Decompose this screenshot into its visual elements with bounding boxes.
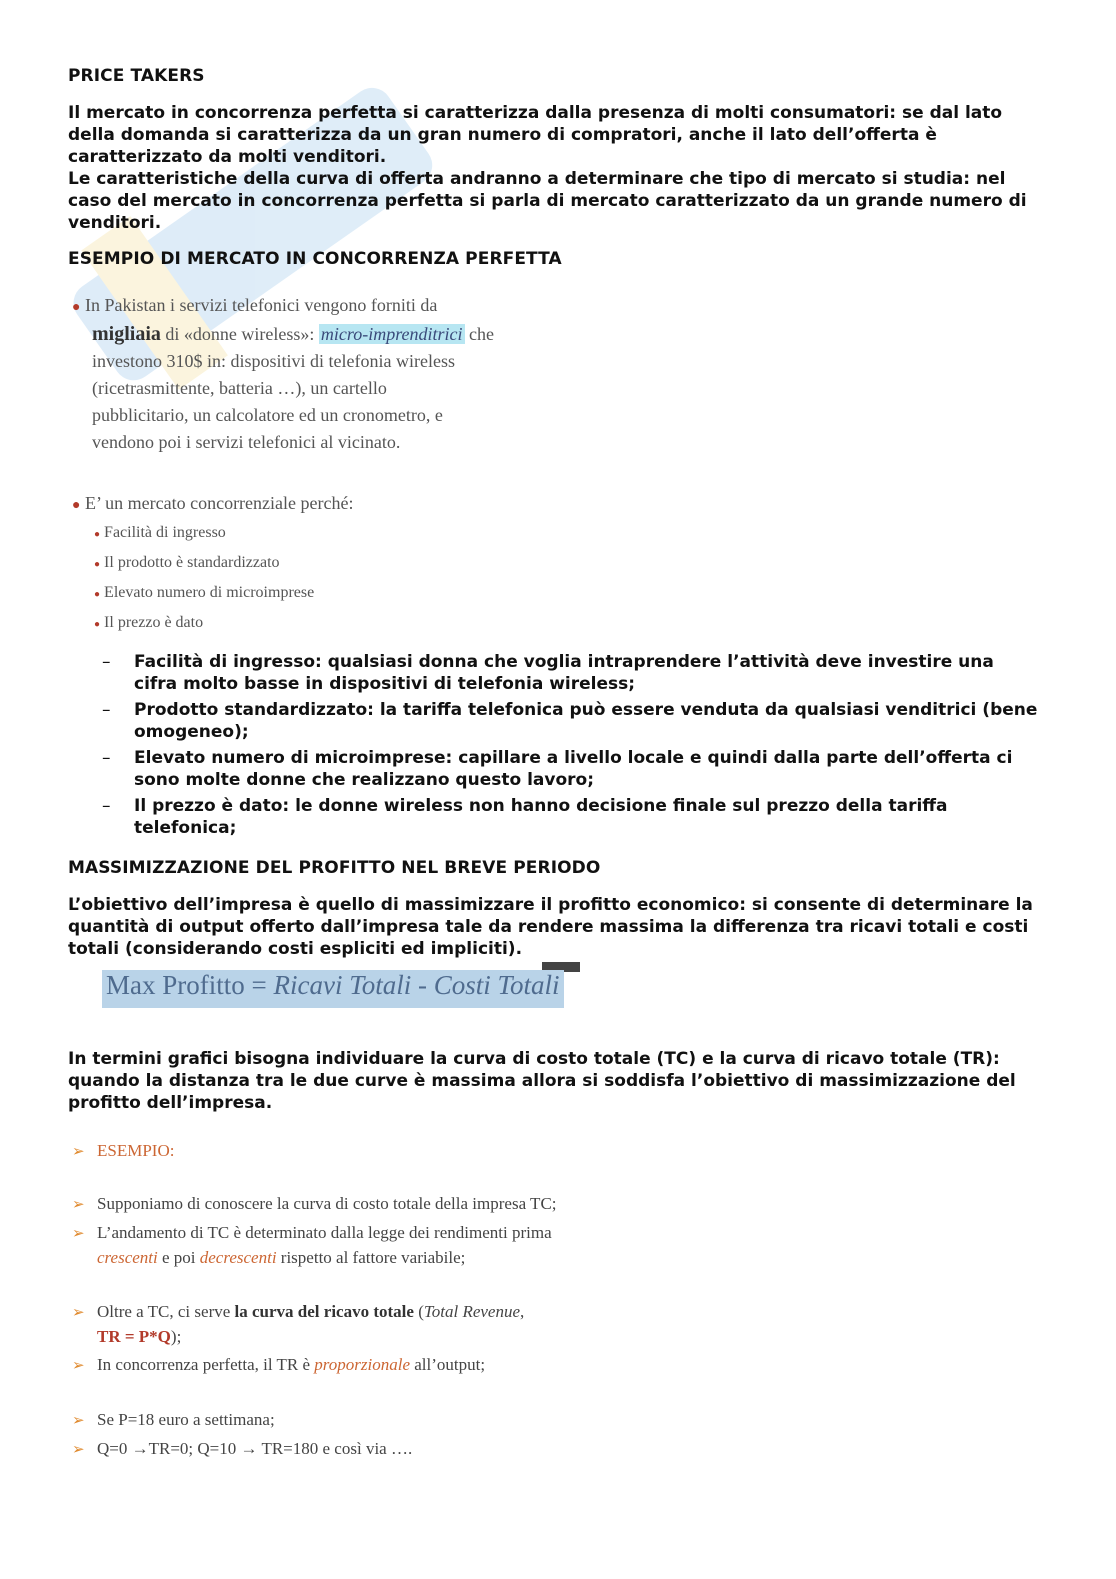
- slide-example: ➢ ESEMPIO: ➢ Supponiamo di conoscere la curva di costo totale della impresa TC; ➢ L’andamento di TC è determinato dalla legge dei rendimenti prima crescenti e poi decrescenti rispetto al fattore variabile; ➢ Oltre a TC, ci serve la curva del ricavo totale (Total Revenue, TR = P*Q); ➢ In concorrenza perfetta, il TR è proporzionale all’output; ➢ Se P=18 euro a settimana; ➢ Q=0 →TR=0; Q=10 → TR=180 e così via ….: [72, 1139, 632, 1462]
- text-line: caso del mercato in concorrenza perfetta si parla di mercato caratterizzato da un grande numero di: [68, 191, 1027, 211]
- arrow-bullet-icon: ➢: [72, 1226, 85, 1242]
- text-line: venditori.: [68, 213, 162, 233]
- arrow-bullet-icon: ➢: [72, 1144, 85, 1160]
- text-line: L’obiettivo dell’impresa è quello di massimizzare il profitto economico: si consente di determinare la: [68, 895, 1033, 915]
- arrow-bullet-icon: ➢: [72, 1442, 85, 1458]
- arrow-bullet-icon: ➢: [72, 1197, 85, 1213]
- list-item: – Prodotto standardizzato: la tariffa telefonica può essere venduta da qualsiasi venditrici (bene omogeneo);: [102, 700, 1038, 742]
- text-line: profitto dell’impresa.: [68, 1093, 273, 1113]
- list-item: – Elevato numero di microimprese: capillare a livello locale e quindi dalla parte dell’offerta ci sono molte donne che realizzano questo lavoro;: [102, 748, 1013, 790]
- arrow-bullet-icon: ➢: [72, 1305, 85, 1321]
- text-line: totali (considerando costi espliciti ed impliciti).: [68, 939, 523, 959]
- arrow-bullet-icon: ➢: [72, 1413, 85, 1429]
- text-line: quando la distanza tra le due curve è massima allora si soddisfa l’obiettivo di massimizzazione del: [68, 1071, 1016, 1091]
- formula-max-profit: Max Profitto = Ricavi Totali - Costi Totali: [106, 970, 560, 1000]
- bullet-icon: ●: [72, 498, 81, 513]
- list-item: – Facilità di ingresso: qualsiasi donna che voglia intraprendere l’attività deve investire una cifra molto basse in dispositivi di telefonia wireless;: [102, 652, 994, 694]
- list-item: – Il prezzo è dato: le donne wireless non hanno decisione finale sul prezzo della tariffa telefonica;: [102, 796, 948, 838]
- slide-pakistan: ● In Pakistan i servizi telefonici vengono forniti da migliaia di «donne wireless»: micro-imprenditrici che investono 310$ in: dispositivi di telefonia wireless (ricetrasmittente, batteria …), un cartello pubblicitario, un calcolatore ed un cronometro, e vendono poi i servizi telefonici al vicinato.: [72, 295, 495, 452]
- text-line: quantità di output offerto dall’impresa tale da rendere massima la differenza tra ricavi totali e costi: [68, 917, 1029, 937]
- text-line: In termini grafici bisogna individuare la curva di costo totale (TC) e la curva di ricavo totale (TR):: [68, 1049, 1000, 1069]
- bullet-icon: ●: [94, 619, 101, 630]
- arrow-bullet-icon: ➢: [72, 1358, 85, 1374]
- heading-price-takers: PRICE TAKERS: [68, 66, 205, 86]
- paragraph-intro: [68, 102, 1048, 234]
- text-line: Il mercato in concorrenza perfetta si caratterizza dalla presenza di molti consumatori: se dal lato: [68, 103, 1003, 123]
- bullet-icon: ●: [94, 529, 101, 540]
- text-line: della domanda si caratterizza da un gran numero di compratori, anche il lato dell’offerta è: [68, 125, 937, 145]
- text-line: Le caratteristiche della curva di offerta andranno a determinare che tipo di mercato si studia: nel: [68, 169, 1006, 189]
- bullet-icon: ●: [72, 300, 81, 315]
- dash-list: [102, 651, 1052, 843]
- heading-profit-max: MASSIMIZZAZIONE DEL PROFITTO NEL BREVE PERIODO: [68, 858, 601, 878]
- slide-competitive: ● E’ un mercato concorrenziale perché: ● Facilità di ingresso ● Il prodotto è standardizzato ● Elevato numero di microimprese ● Il prezzo è dato: [72, 493, 354, 631]
- bullet-icon: ●: [94, 559, 101, 570]
- paragraph-objective: [68, 894, 1048, 960]
- paragraph-graphic: [68, 1048, 1048, 1114]
- heading-example-market: ESEMPIO DI MERCATO IN CONCORRENZA PERFETTA: [68, 249, 562, 269]
- bullet-icon: ●: [94, 589, 101, 600]
- text-line: caratterizzato da molti venditori.: [68, 147, 387, 167]
